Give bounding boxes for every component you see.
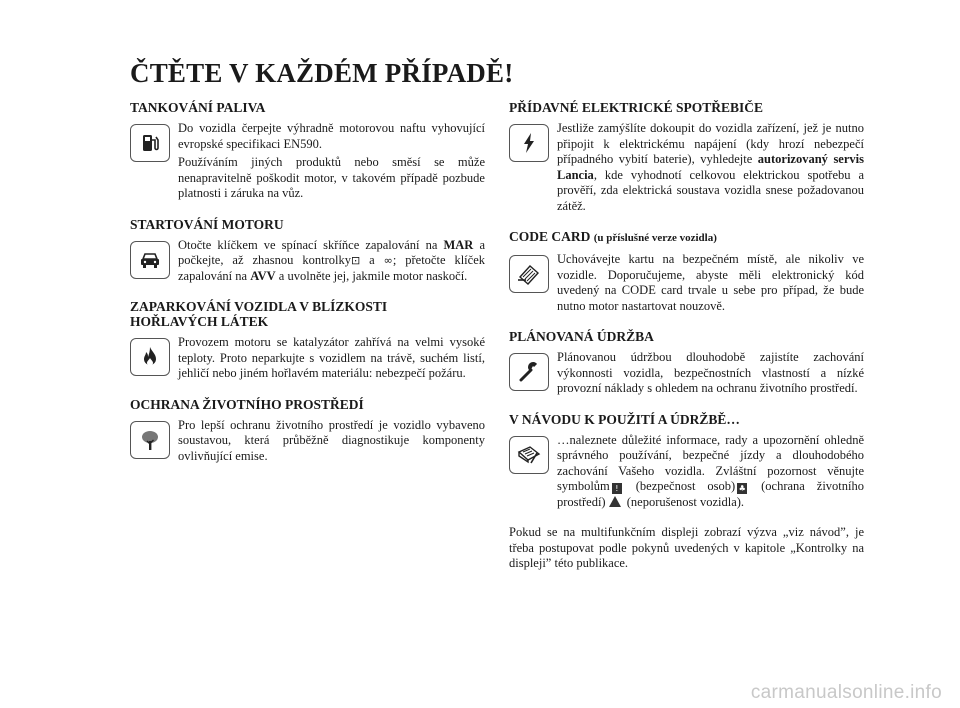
section-electrical [509,100,864,217]
fuel-pump-icon [130,124,170,162]
section-maintenance [509,329,864,400]
glow-plug-icon: ∞ [383,254,393,267]
display-message-paragraph: Pokud se na multifunkčním displeji zobrazí výzva „viz návod”, je třeba postupovat podle pokynů uvedených v kapitole „Kontrolky na displeji” této publikace. [509,525,864,570]
page-title: ČTĚTE V KAŽDÉM PŘÍPADĚ! [130,58,514,88]
fuel-text-2: Používáním jiných produktů nebo směsí se může nenapravitelně poškodit motor, v takovém případě pozbude platnosti i záruka na vůz. [178,155,485,200]
tree-icon [130,421,170,459]
person-safety-icon: ! [612,483,622,494]
section-title-maintenance: PLÁNOVANÁ ÚDRŽBA [509,329,654,344]
section-manual [509,412,864,514]
section-title-code-card: CODE CARD (u příslušné verze vozidla) [509,229,717,244]
electrical-text: Jestliže zamýšlíte dokoupit do vozidla zařízení, jež je nutno připojit k elektrickému napájení (kdy hrozí nebezpečí případného vybití baterie), vyhledejte autorizovaný servis Lancia, kde vyhodnotí celkovou elektrickou spotřebu a prověří, zda elektrická soustava vozidla snese požadovanou zátěž. [557,121,864,213]
card-icon [509,255,549,293]
section-code-card [509,229,864,317]
lightning-icon [509,124,549,162]
wrench-icon [509,353,549,391]
fuel-text-1: Do vozidla čerpejte výhradně motorovou naftu vyhovující evropské specifikaci EN590. [178,121,485,151]
section-title-start: STARTOVÁNÍ MOTORU [130,216,284,232]
section-parking [130,299,485,385]
section-title-electrical: PŘÍDAVNÉ ELEKTRICKÉ SPOTŘEBIČE [509,100,764,115]
section-environment [130,397,485,468]
watermark: carmanualsonline.info [750,682,942,703]
environment-text: Pro lepší ochranu životního prostředí je vozidlo vybaveno soustavou, která průběžně diagnostikuje komponenty ovlivňující emise. [178,417,485,463]
section-title-environment: OCHRANA ŽIVOTNÍHO PROSTŘEDÍ [130,396,364,412]
section-start [130,217,485,288]
right-column [509,100,864,572]
start-text: Otočte klíčkem ve spínací skříňce zapalování na MAR a počkejte, až zhasnou kontrolky⊡ a ∞; přetočte klíček zapalování na AVV a uvolněte jej, jakmile motor naskočí. [178,237,485,283]
flame-icon [130,338,170,376]
section-title-parking: ZAPARKOVÁNÍ VOZIDLA V BLÍZKOSTI HOŘLAVÝCH LÁTEK [130,299,388,329]
maintenance-text: Plánovanou údržbou dlouhodobě zajistíte zachování výkonnosti vozidla, bezpečnostních vlastností a nízké provozní náklady s ohledem na ochranu životního prostředí. [557,350,864,395]
section-title-fuel: TANKOVÁNÍ PALIVA [130,100,266,115]
parking-text: Provozem motoru se katalyzátor zahřívá na velmi vysoké teploty. Proto neparkujte s vozidlem na trávě, suchém listí, jehličí nebo jiném hořlavém materiálu: nebezpečí požáru. [178,335,485,380]
code-card-text: Uchovávejte kartu na bezpečném místě, ale nikoliv ve vozidle. Doporučujeme, abyste měli elektronický kód uvedený na CODE card trvale u sebe pro případ, že bude nutno motor nastartovat nouzově. [557,252,864,313]
section-fuel [130,100,485,205]
car-warning-icon: ⊡ [350,254,361,267]
left-column [130,100,485,479]
manual-text: …naleznete důležité informace, rady a upozornění ohledně správného používání, bezpečné jízdy a dlouhodobého zachování Vašeho vozidla. Zvláštní pozornost věnujte symbolům ! (bezpečnost osob) ♣ (ochrana životního prostředí) (neporušenost vozidla). [557,432,864,509]
section-subtitle-code-card: (u příslušné verze vozidla) [593,232,717,244]
car-icon [130,241,170,279]
book-icon [509,436,549,474]
vehicle-integrity-icon [609,496,621,507]
environment-symbol-icon: ♣ [738,484,746,493]
section-title-manual: V NÁVODU K POUŽITÍ A ÚDRŽBĚ… [509,411,740,427]
